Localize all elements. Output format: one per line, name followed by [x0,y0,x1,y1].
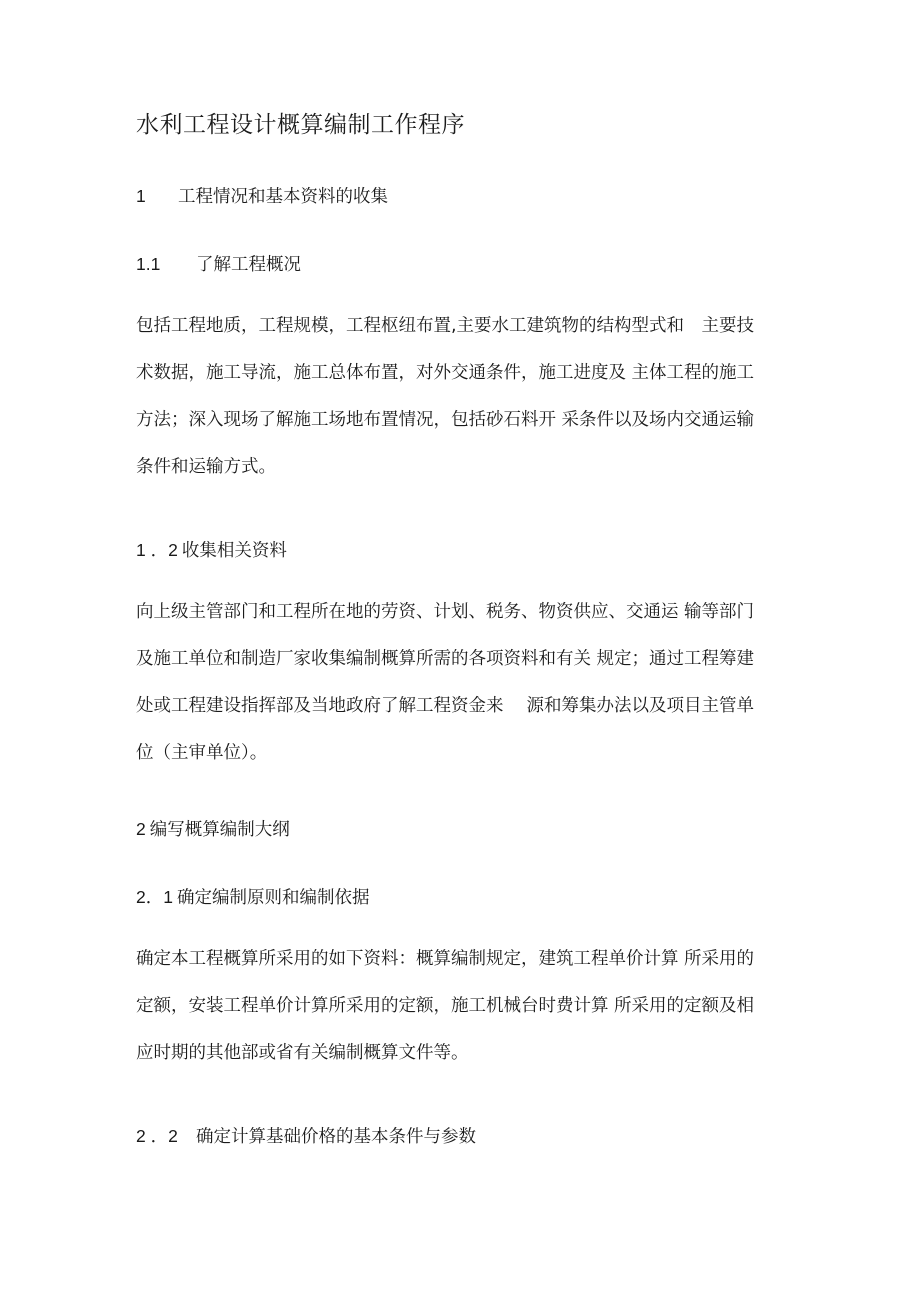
section-number: 1.1 [136,254,161,274]
paragraph-line: 应时期的其他部或省有关编制概算文件等。 [136,1043,469,1063]
paragraph-line: 术数据，施工导流，施工总体布置，对外交通条件，施工进度及 主体工程的施工 [136,363,755,383]
paragraph-line: 及施工单位和制造厂家收集编制概算所需的各项资料和有关 规定；通过工程筹建 [136,649,755,669]
paragraph-line: 向上级主管部门和工程所在地的劳资、计划、税务、物资供应、交通运 输等部门 [136,602,755,622]
section-heading-2-2 [136,1123,796,1148]
paragraph-line: 处或工程建设指挥部及当地政府了解工程资金来 源和筹集办法以及项目主管单 [136,696,755,716]
section-title: 了解工程概况 [196,255,301,275]
paragraph-line: 位（主审单位）。 [136,743,268,763]
section-number: 1 [136,186,146,206]
paragraph-line: 包括工程地质，工程规模，工程枢纽布置,主要水工建筑物的结构型式和 主要技 [136,316,755,336]
section-heading-1-1 [136,251,796,276]
section-title: 工程情况和基本资料的收集 [178,187,388,207]
paragraph-line: 确定本工程概算所采用的如下资料：概算编制规定，建筑工程单价计算 所采用的 [136,949,755,969]
section-number: 2 [136,819,146,839]
section-number: 2．1 [136,887,173,907]
section-title: 确定计算基础价格的基本条件与参数 [196,1127,476,1147]
section-heading-1 [136,183,796,208]
section-heading-2 [136,816,796,841]
paragraph-2-1 [136,936,796,1077]
paragraph-1-1 [136,303,796,491]
section-number: 1 ．2 [136,540,178,560]
section-heading-2-1 [136,884,796,909]
section-heading-1-2 [136,537,796,562]
document-title: 水利工程设计概算编制工作程序 [136,112,465,138]
section-title: 编写概算编制大纲 [149,820,290,840]
section-title: 收集相关资料 [181,541,287,561]
paragraph-1-2 [136,589,796,777]
paragraph-line: 条件和运输方式。 [136,457,276,477]
paragraph-line: 定额，安装工程单价计算所采用的定额，施工机械台时费计算 所采用的定额及相 [136,996,755,1016]
section-number: 2 ．2 [136,1126,178,1146]
section-title: 确定编制原则和编制依据 [176,888,370,908]
paragraph-line: 方法；深入现场了解施工场地布置情况，包括砂石料开 采条件以及场内交通运输 [136,410,755,430]
